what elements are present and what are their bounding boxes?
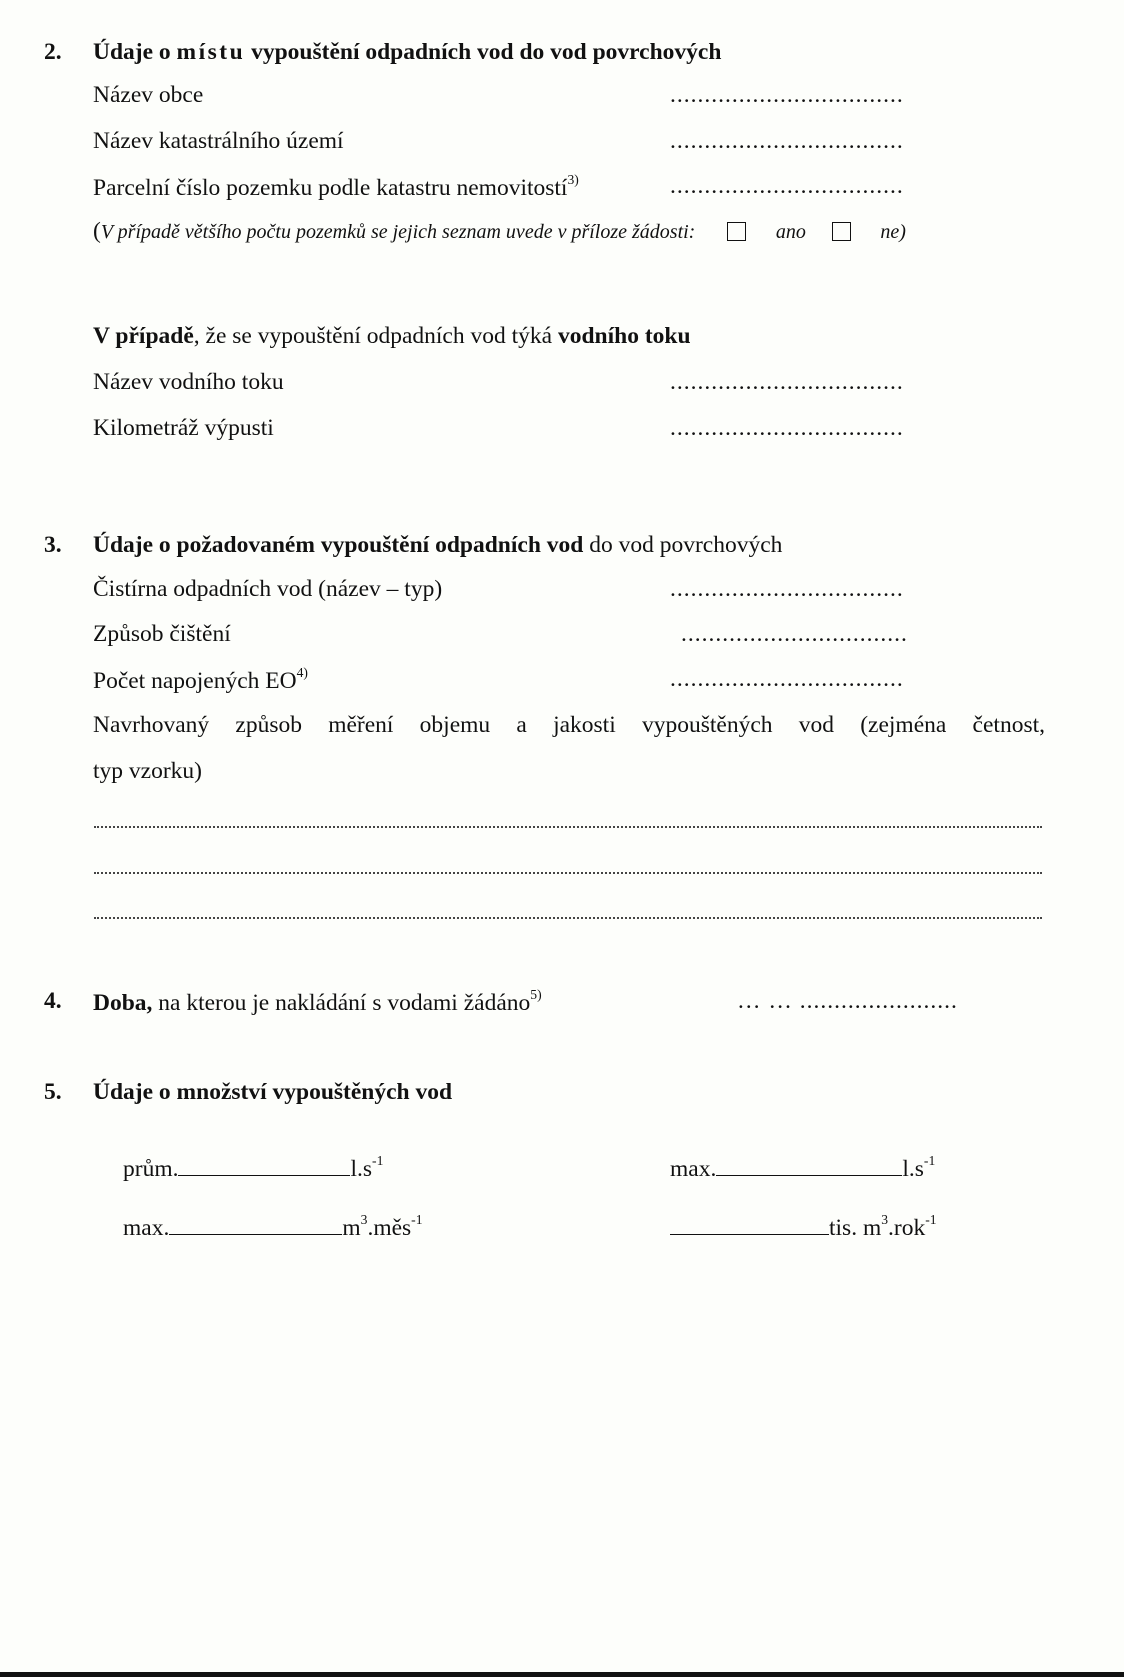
section-3-title-rest: do vod povrchových — [583, 532, 783, 558]
label-cadastral-area: Název katastrálního území — [93, 128, 344, 154]
field-watercourse-name[interactable]: .................................. — [670, 369, 904, 395]
avg-flow-unit: l.s — [350, 1156, 373, 1182]
label-watercourse-name: Název vodního toku — [93, 369, 284, 395]
label-duration-text: na kterou je nakládání s vodami žádáno — [152, 989, 531, 1016]
field-measurement-line-3[interactable] — [94, 917, 1042, 919]
footnote-5-ref: 5) — [530, 986, 542, 1002]
max-monthly-unit-exp-a: 3 — [360, 1212, 368, 1228]
field-treatment-plant[interactable]: .................................. — [670, 576, 904, 602]
section-5-number: 5. — [44, 1079, 62, 1105]
label-parcel-number-text: Parcelní číslo pozemku podle katastru nemovitostí — [93, 174, 568, 201]
checkbox-yes-label: ano — [775, 221, 806, 243]
section-2-title-part-b: vypouštění odpadních vod do vod povrchových — [251, 39, 722, 65]
watercourse-heading-bold-2: vodního toku — [557, 323, 691, 349]
max-monthly-unit-a: m — [342, 1215, 361, 1241]
avg-flow-label: prům. — [123, 1156, 179, 1182]
label-duration — [93, 986, 542, 1016]
annual-volume-unit-exp-b: -1 — [925, 1212, 937, 1228]
field-cadastral-area[interactable]: .................................. — [670, 128, 904, 154]
field-municipality[interactable]: .................................. — [670, 82, 904, 108]
checkbox-yes[interactable] — [727, 222, 746, 241]
watercourse-heading-bold-1: V případě — [93, 323, 194, 349]
avg-flow-field[interactable] — [178, 1155, 350, 1176]
max-flow-field[interactable] — [716, 1155, 902, 1176]
max-flow-row — [670, 1155, 935, 1182]
section-3-number: 3. — [44, 532, 62, 558]
checkbox-no-label: ne) — [880, 221, 906, 243]
annual-volume-row — [670, 1214, 937, 1241]
field-outlet-km[interactable]: .................................. — [670, 415, 904, 441]
label-measurement-method-cont: typ vzorku) — [93, 758, 202, 784]
annual-volume-unit-a: tis. m — [829, 1215, 882, 1241]
label-connected-eo — [93, 664, 308, 694]
max-flow-unit-exp: -1 — [923, 1153, 936, 1169]
label-treatment-method: Způsob čištění — [93, 621, 231, 647]
note-open-paren: ( — [93, 218, 101, 244]
max-flow-unit: l.s — [902, 1156, 924, 1182]
max-monthly-unit-b: .měs — [367, 1215, 412, 1241]
label-parcel-number — [93, 171, 579, 201]
label-treatment-plant: Čistírna odpadních vod (název – typ) — [93, 576, 443, 602]
max-flow-label: max. — [670, 1156, 717, 1182]
field-duration[interactable]: … … ....................... — [737, 988, 958, 1014]
field-connected-eo[interactable]: .................................. — [670, 666, 904, 692]
field-parcel-number[interactable]: .................................. — [670, 173, 904, 199]
label-municipality: Název obce — [93, 82, 204, 108]
section-2-title-part-a: Údaje o — [93, 39, 171, 65]
field-measurement-line-1[interactable] — [94, 826, 1042, 828]
parcel-note — [93, 220, 906, 244]
page-bottom-rule — [0, 1672, 1124, 1677]
max-monthly-field[interactable] — [169, 1214, 342, 1235]
section-2-number: 2. — [44, 39, 62, 65]
avg-flow-row — [123, 1155, 383, 1182]
note-text: V případě většího počtu pozemků se jejich seznam uvede v příloze žádosti: — [100, 221, 696, 243]
label-connected-eo-text: Počet napojených EO — [93, 667, 297, 694]
watercourse-heading-text: , že se vypouštění odpadních vod týká — [193, 323, 553, 349]
footnote-3-ref: 3) — [567, 171, 579, 187]
label-duration-bold: Doba, — [93, 989, 153, 1016]
annual-volume-unit-exp-a: 3 — [881, 1212, 889, 1228]
section-4-number: 4. — [44, 988, 62, 1014]
field-measurement-line-2[interactable] — [94, 872, 1042, 874]
watercourse-heading — [93, 325, 691, 349]
section-5-title: Údaje o množství vypouštěných vod — [93, 1079, 453, 1105]
max-monthly-row — [123, 1214, 423, 1241]
avg-flow-unit-exp: -1 — [372, 1153, 384, 1169]
max-monthly-unit-exp-b: -1 — [411, 1212, 423, 1228]
section-3-title-bold: Údaje o požadovaném vypouštění odpadních vod — [93, 532, 584, 558]
label-outlet-km: Kilometráž výpusti — [93, 415, 274, 441]
annual-volume-field[interactable] — [670, 1214, 829, 1235]
section-3-title — [93, 534, 782, 558]
section-2-title — [93, 41, 721, 65]
field-treatment-method[interactable]: ................................. — [681, 621, 908, 647]
max-monthly-label: max. — [123, 1215, 170, 1241]
label-measurement-method: Navrhovaný způsob měření objemu a jakosti vypouštěných vod (zejména četnost, — [93, 712, 1045, 738]
checkbox-no[interactable] — [832, 222, 851, 241]
footnote-4-ref: 4) — [296, 664, 308, 680]
section-2-title-spaced: místu — [176, 39, 246, 65]
annual-volume-unit-b: .rok — [888, 1215, 926, 1241]
